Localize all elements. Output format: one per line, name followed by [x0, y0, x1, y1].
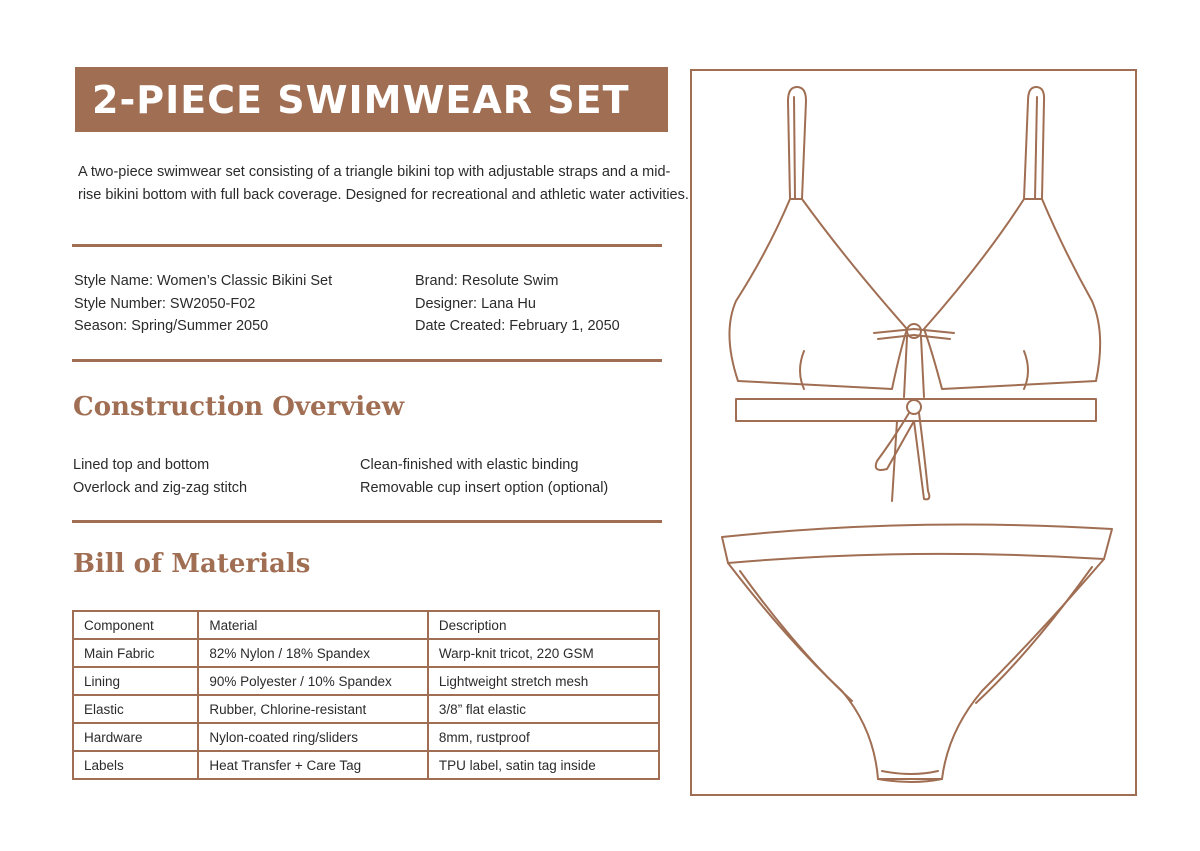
table-cell: 3/8” flat elastic [428, 695, 659, 723]
designer: Designer: Lana Hu [415, 295, 536, 312]
construction-col-right [360, 454, 608, 499]
date-created: Date Created: February 1, 2050 [415, 318, 620, 334]
construction-heading: Construction Overview [73, 392, 405, 422]
table-cell: Hardware [73, 723, 198, 751]
sketch-frame [690, 69, 1137, 796]
title-banner [75, 67, 668, 132]
construction-item: Overlock and zig-zag stitch [73, 479, 248, 496]
table-row [73, 751, 659, 779]
column-header: Material [198, 611, 428, 639]
details-left [74, 270, 332, 338]
construction-item: Lined top and bottom [73, 457, 210, 473]
table-cell: Heat Transfer + Care Tag [198, 751, 428, 779]
column-header: Description [428, 611, 659, 639]
table-cell: Lightweight stretch mesh [428, 667, 659, 695]
table-cell: Lining [73, 667, 198, 695]
style-number: Style Number: SW2050-F02 [74, 295, 256, 312]
bom-table [72, 610, 660, 780]
divider [72, 244, 662, 247]
table-cell: Nylon-coated ring/sliders [198, 723, 428, 751]
divider [72, 359, 662, 362]
table-row [73, 723, 659, 751]
table-cell: 82% Nylon / 18% Spandex [198, 639, 428, 667]
style-name: Style Name: Women’s Classic Bikini Set [74, 273, 333, 289]
bikini-sketch-icon [692, 71, 1135, 794]
table-cell: Rubber, Chlorine-resistant [198, 695, 428, 723]
construction-item: Clean-finished with elastic binding [360, 457, 579, 473]
table-cell: Main Fabric [73, 639, 198, 667]
details-right [415, 270, 620, 338]
table-cell: Warp-knit tricot, 220 GSM [428, 639, 659, 667]
table-header-row [73, 611, 659, 639]
construction-item: Removable cup insert option (optional) [360, 479, 609, 496]
season: Season: Spring/Summer 2050 [74, 318, 269, 334]
table-row [73, 695, 659, 723]
construction-col-left [73, 454, 247, 499]
brand: Brand: Resolute Swim [415, 273, 559, 289]
table-cell: 8mm, rustproof [428, 723, 659, 751]
page-title: 2-PIECE SWIMWEAR SET [92, 77, 630, 122]
table-cell: 90% Polyester / 10% Spandex [198, 667, 428, 695]
table-cell: TPU label, satin tag inside [428, 751, 659, 779]
table-cell: Elastic [73, 695, 198, 723]
divider [72, 520, 662, 523]
table-row [73, 667, 659, 695]
product-description: A two-piece swimwear set consisting of a triangle bikini top with adjustable straps and a mid-rise bikini bottom with full back coverage. Designed for recreational and athletic water activities. [78, 164, 689, 203]
table-cell: Labels [73, 751, 198, 779]
column-header: Component [73, 611, 198, 639]
bom-heading: Bill of Materials [73, 549, 311, 579]
table-row [73, 639, 659, 667]
